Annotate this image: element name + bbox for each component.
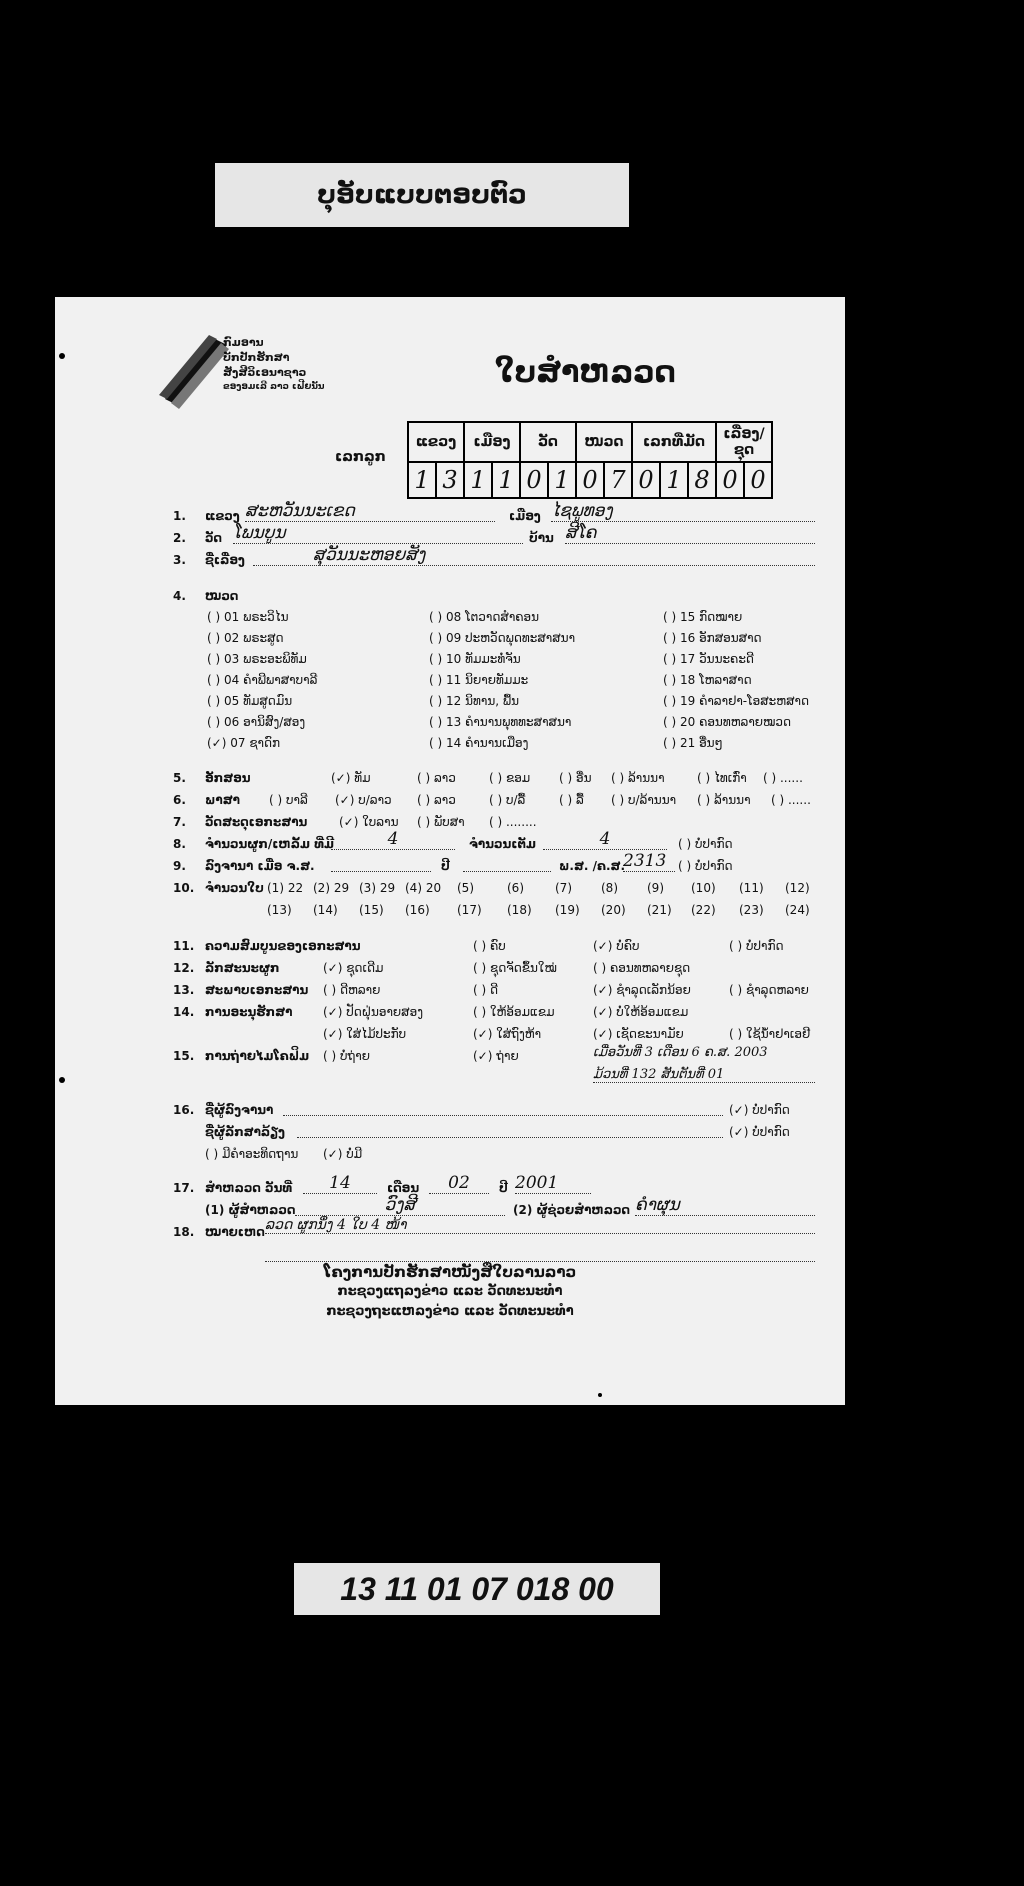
leaf-count: (13) [267, 903, 292, 917]
row-number: 11. [173, 939, 195, 953]
category-option[interactable]: ( ) 04 ຄຳພີພາສາບາລີ [207, 673, 318, 687]
conservation-option[interactable]: (✓) ປັດຝຸ່ນອາຍສອງ [323, 1005, 424, 1019]
top-label: ບຸອັບແບບຕອບຕົວ [317, 180, 527, 210]
code-digit: 1 [548, 462, 576, 498]
microfilm-roll: ມ້ວນທີ່ 132 ສັນຕັນທີ່ 01 [593, 1067, 815, 1083]
row-label: ພາສາ [205, 793, 240, 807]
row-number: 14. [173, 1005, 195, 1019]
not-evident-option[interactable]: ( ) ບໍ່ປາກົດ [678, 837, 733, 851]
row-label: ເດືອນ [387, 1181, 420, 1195]
row-label: ອັກສອນ [205, 771, 251, 785]
survey-month: 02 [429, 1173, 489, 1194]
district-value: ໄຊພູທອງ [551, 501, 815, 522]
code-digit: 0 [576, 462, 604, 498]
leaf-count: (17) [457, 903, 482, 917]
category-option[interactable]: ( ) 15 ກົດໝາຍ [663, 610, 743, 624]
bottom-code-strip [294, 1563, 660, 1615]
row-label: ບ້ານ [529, 531, 554, 545]
punch-hole [59, 353, 65, 359]
category-option[interactable]: ( ) 20 ຄອນທຫລາຍໝວດ [663, 715, 791, 729]
total-fascicles-value: 4 [543, 829, 667, 850]
code-digit: 0 [716, 462, 744, 498]
code-header: ເລກທີ່ມັດ [632, 422, 716, 462]
script-option[interactable]: ( ) ໄທເກົ່າ [697, 771, 747, 785]
category-option[interactable]: ( ) 13 ຄຳນານພຸທທະສາສນາ [429, 715, 572, 729]
row-label: ຈຳນວນເຕັມ [469, 837, 536, 851]
not-evident-option[interactable]: ( ) ບໍ່ປາກົດ [678, 859, 733, 873]
script-option[interactable]: ( ) ຂອມ [489, 771, 531, 785]
code-header: ໜວດ [576, 422, 632, 462]
row-number: 10. [173, 881, 195, 895]
conservation-option[interactable]: (✓) ໃສ່ຖົງຫ້າ [473, 1027, 542, 1041]
leaf-count: (22) [691, 903, 716, 917]
leaf-count: (20) [601, 903, 626, 917]
leaf-count: (16) [405, 903, 430, 917]
row-label: (1) ຜູ້ສຳຫລວດ [205, 1203, 296, 1217]
script-option[interactable]: ( ) ...... [763, 771, 803, 785]
code-digit: 8 [688, 462, 716, 498]
category-option[interactable]: ( ) 19 ຄຳລາຢາ-ໂອສະຫສາດ [663, 694, 810, 708]
leaf-count: (6) [507, 881, 524, 895]
code-header: ເລື່ອງ/ຊຸດ [716, 422, 772, 462]
row-label: ວັດ [205, 531, 223, 545]
leaf-count: (21) [647, 903, 672, 917]
footer-line: ໂຄງການປັກຮັກສາໜັງສືໃບລານລາວ [323, 1263, 577, 1281]
row-number: 4. [173, 589, 186, 603]
assistant-value: ຄຳຜຸນ [635, 1195, 815, 1216]
survey-year: 2001 [515, 1173, 591, 1194]
row-label: ຊື່ຜູ້ລັກສາລ້ຽງ [205, 1125, 286, 1139]
bundle-option[interactable]: ( ) ຊຸດຈັດຂຶ້ນໃໝ່ [473, 961, 557, 975]
category-option[interactable]: ( ) 14 ຄຳນານເມືອງ [429, 736, 529, 750]
row-number: 8. [173, 837, 186, 851]
condition-option[interactable]: ( ) ດີ [473, 983, 499, 997]
row-label: ຊື່ຜູ້ລົງຈານາ [205, 1103, 274, 1117]
category-option[interactable]: ( ) 01 ພຣະວິໄນ [207, 610, 289, 624]
code-digit: 1 [408, 462, 436, 498]
year-blank [463, 859, 551, 872]
condition-option[interactable]: (✓) ຊຳລຸດເລັກນ້ອຍ [593, 983, 691, 997]
category-option[interactable]: ( ) 02 ພຣະສູດ [207, 631, 284, 645]
language-option[interactable]: ( ) ລາວ [417, 793, 456, 807]
row-number: 9. [173, 859, 186, 873]
script-option[interactable]: (✓) ທັມ [331, 771, 371, 785]
row-label: ເມືອງ [509, 509, 541, 523]
material-option[interactable]: ( ) ພັບສາ [417, 815, 465, 829]
prayer-option[interactable]: ( ) ມີຄຳອະທິດຖານ [205, 1147, 299, 1161]
language-option[interactable]: ( ) ບາລີ [269, 793, 308, 807]
condition-option[interactable]: ( ) ດີຫລາຍ [323, 983, 381, 997]
code-digit: 0 [520, 462, 548, 498]
row-number: 15. [173, 1049, 195, 1063]
leaf-count: (3) 29 [359, 881, 396, 895]
row-number: 13. [173, 983, 195, 997]
code-box [407, 421, 773, 499]
row-label: ສະພາບເອກະສານ [205, 983, 309, 997]
row-label: ຄວາມສົມບູນຂອງເອກະສານ [205, 939, 361, 953]
code-header: ວັດ [520, 422, 576, 462]
bundle-option[interactable]: ( ) ຄອນທຫລາຍຊຸດ [593, 961, 691, 975]
row-label: ຈຳນວນຜູກ/ເຫລັ້ມ ທີ່ມີ [205, 837, 335, 851]
leaf-count: (12) [785, 881, 810, 895]
code-digit: 3 [436, 462, 464, 498]
row-number: 17. [173, 1181, 195, 1195]
row-label: ສຳຫລວດ ວັນທີ່ [205, 1181, 293, 1195]
category-option[interactable]: ( ) 12 ນິທານ, ພື້ນ [429, 694, 519, 708]
script-option[interactable]: ( ) ລ້ານນາ [611, 771, 665, 785]
leaf-count: (24) [785, 903, 810, 917]
category-option[interactable]: ( ) 18 ໂຫລາສາດ [663, 673, 752, 687]
completeness-option[interactable]: (✓) ບໍ່ຄົບ [593, 939, 640, 953]
material-option[interactable]: ( ) ........ [489, 815, 537, 829]
code-digit: 0 [632, 462, 660, 498]
code-digit: 1 [660, 462, 688, 498]
row-number: 12. [173, 961, 195, 975]
leaf-count: (19) [555, 903, 580, 917]
row-number: 7. [173, 815, 186, 829]
category-option[interactable]: ( ) 08 ໂຕວາດສຳຄອນ [429, 610, 540, 624]
row-label: ປີ [499, 1181, 508, 1195]
category-option[interactable]: ( ) 06 ອານິສົງ/ສອງ [207, 715, 306, 729]
row-label: ລົງຈານາ ເມື່ອ ຈ.ສ. [205, 859, 315, 873]
category-option[interactable]: ( ) 10 ທັມມະທໍ່ຈັນ [429, 652, 521, 666]
completeness-option[interactable]: ( ) ບໍ່ປາກົດ [729, 939, 784, 953]
form-title: ໃບສຳຫລວດ [495, 355, 676, 390]
leaf-count: (2) 29 [313, 881, 350, 895]
province-value: ສະຫວັນນະເຂດ [245, 501, 495, 522]
donor-blank [283, 1103, 723, 1116]
org-line: ຂອງອມເລີ ລາວ ເຟີຍນັ້ນ [223, 382, 325, 392]
top-label-strip [215, 163, 629, 227]
category-option[interactable]: ( ) 05 ທັມສູດມົນ [207, 694, 293, 708]
org-line: ສັງສີວິເອນາຊາວ [223, 366, 307, 379]
code-header: ເມືອງ [464, 422, 520, 462]
completeness-option[interactable]: ( ) ຄົບ [473, 939, 506, 953]
code-digit: 0 [744, 462, 772, 498]
row-label: ການອະນຸຮັກສາ [205, 1005, 293, 1019]
org-line: ບັກປັກຮັກສາ [223, 351, 290, 364]
script-option[interactable]: ( ) ອື່ນ [559, 771, 592, 785]
category-option[interactable]: ( ) 09 ປະຫວັດພຸດທະສາສນາ [429, 631, 576, 645]
footer-line: ກະຊວງຖະແຫລງຂ່າວ ແລະ ວັດທະນະທຳ [326, 1304, 574, 1319]
prayer-option[interactable]: (✓) ບໍ່ມີ [323, 1147, 363, 1161]
title-value: ສຸວັນນະຫອຍສັງ [253, 545, 815, 566]
org-line: ກົມອານ [223, 336, 264, 349]
leaf-count: (9) [647, 881, 664, 895]
language-option[interactable]: ( ) ບ/ລ້ານນາ [611, 793, 677, 807]
leaf-count: (18) [507, 903, 532, 917]
bottom-code: 13 11 01 07 018 00 [340, 1570, 614, 1607]
category-option[interactable]: ( ) 03 ພຣະອະພິທັມ [207, 652, 307, 666]
leaf-count: (4) 20 [405, 881, 442, 895]
row-label: (2) ຜູ້ຊ່ວຍສຳຫລວດ [513, 1203, 631, 1217]
category-option[interactable]: ( ) 16 ອັກສອນສາດ [663, 631, 762, 645]
row-label: ໝາຍເຫດ [205, 1225, 265, 1239]
temple-value: ໂພນບູນ [233, 523, 523, 544]
conservation-option[interactable]: (✓) ໃສ່ໄມ້ປະກັບ [323, 1027, 407, 1041]
language-option[interactable]: ( ) ບ/ລື້ [489, 793, 526, 807]
category-option[interactable]: ( ) 11 ນິຍາຍທັມມະ [429, 673, 529, 687]
organisation-block [223, 335, 325, 395]
condition-option[interactable]: ( ) ຊຳລຸດຫລາຍ [729, 983, 809, 997]
leaf-count: (1) 22 [267, 881, 304, 895]
code-digit: 7 [604, 462, 632, 498]
leaf-count: (8) [601, 881, 618, 895]
row-label: ຊື່ເລື່ອງ [205, 553, 245, 567]
survey-day: 14 [303, 1173, 377, 1194]
row-number: 5. [173, 771, 186, 785]
row-label: ແຂວງ [205, 509, 240, 523]
surveyor-value: ວົງສີ [295, 1195, 505, 1216]
row-number: 1. [173, 509, 186, 523]
row-label: ການຖ່າຍໄມໂຄຟິມ [205, 1049, 310, 1063]
punch-hole [59, 1077, 65, 1083]
code-label: ເລກລູກ [335, 449, 386, 465]
script-option[interactable]: ( ) ລາວ [417, 771, 456, 785]
survey-form-sheet [55, 297, 845, 1405]
language-option[interactable]: ( ) ລ້ານນາ [697, 793, 751, 807]
leaf-count: (23) [739, 903, 764, 917]
conservation-option[interactable]: (✓) ບໍ່ໃຫ້ອ້ອມແຂມ [593, 1005, 689, 1019]
code-header: ແຂວງ [408, 422, 464, 462]
row-number: 2. [173, 531, 186, 545]
material-option[interactable]: (✓) ໃບລານ [339, 815, 399, 829]
village-value: ສີໂຄ [565, 523, 815, 544]
remarks-value: ລວດ ຜູກນຶ່ງ 4 ໃບ 4 ໜ້າ [265, 1217, 815, 1234]
language-option[interactable]: ( ) ລື້ [559, 793, 584, 807]
row-number: 3. [173, 553, 186, 567]
copyist-blank [297, 1125, 723, 1138]
be-year-value: 2313 [623, 851, 675, 872]
row-number: 18. [173, 1225, 195, 1239]
category-option[interactable]: ( ) 17 ວັນນະຄະດີ [663, 652, 754, 666]
row-label: ໝວດ [205, 589, 239, 603]
category-option[interactable]: ( ) 21 ອື່ນໆ [663, 736, 723, 750]
footer-line: ກະຊວງແຖລງຂ່າວ ແລະ ວັດທະນະທຳ [337, 1284, 563, 1299]
speck [598, 1393, 602, 1397]
row-label: ປີ [441, 859, 450, 873]
code-digit: 1 [492, 462, 520, 498]
leaf-count: (10) [691, 881, 716, 895]
cs-year-blank [331, 859, 431, 872]
not-evident-option[interactable]: (✓) ບໍ່ປາກົດ [729, 1125, 790, 1139]
row-number: 16. [173, 1103, 195, 1117]
row-label: ຈຳນວນໃບ [205, 881, 264, 895]
row-label: ວັດສະດຸເອກະສານ [205, 815, 308, 829]
row-label: ລັກສະນະຜູກ [205, 961, 280, 975]
bundle-option[interactable]: (✓) ຊຸດເດີມ [323, 961, 384, 975]
microfilm-option[interactable]: (✓) ຖ່າຍ [473, 1049, 519, 1063]
language-option[interactable]: ( ) ...... [771, 793, 811, 807]
conservation-option[interactable]: ( ) ໃຫ້ອ້ອມແຂມ [473, 1005, 555, 1019]
leaf-count: (14) [313, 903, 338, 917]
footer-block [55, 1262, 845, 1322]
leaf-count: (15) [359, 903, 384, 917]
leaf-count: (11) [739, 881, 764, 895]
remarks-blank [265, 1249, 815, 1262]
microfilm-date: ເມື່ອວັນທີ່ 3 ເດືອນ 6 ຄ.ສ. 2003 [593, 1045, 768, 1060]
microfilm-option[interactable]: ( ) ບໍ່ຖ່າຍ [323, 1049, 370, 1063]
conservation-option[interactable]: ( ) ໃຊ້ນ້ຳຢາເອຢີ [729, 1027, 811, 1041]
leaf-count: (7) [555, 881, 572, 895]
not-evident-option[interactable]: (✓) ບໍ່ປາກົດ [729, 1103, 790, 1117]
row-number: 6. [173, 793, 186, 807]
category-option[interactable]: (✓) 07 ຊາດົກ [207, 736, 281, 750]
language-option[interactable]: (✓) ບ/ລາວ [335, 793, 392, 807]
row-label: ພ.ສ. /ຄ.ສ. [559, 859, 626, 873]
code-digit: 1 [464, 462, 492, 498]
fascicles-value: 4 [331, 829, 455, 850]
leaf-count: (5) [457, 881, 474, 895]
conservation-option[interactable]: (✓) ເຊັດຂະນາມັຍ [593, 1027, 684, 1041]
